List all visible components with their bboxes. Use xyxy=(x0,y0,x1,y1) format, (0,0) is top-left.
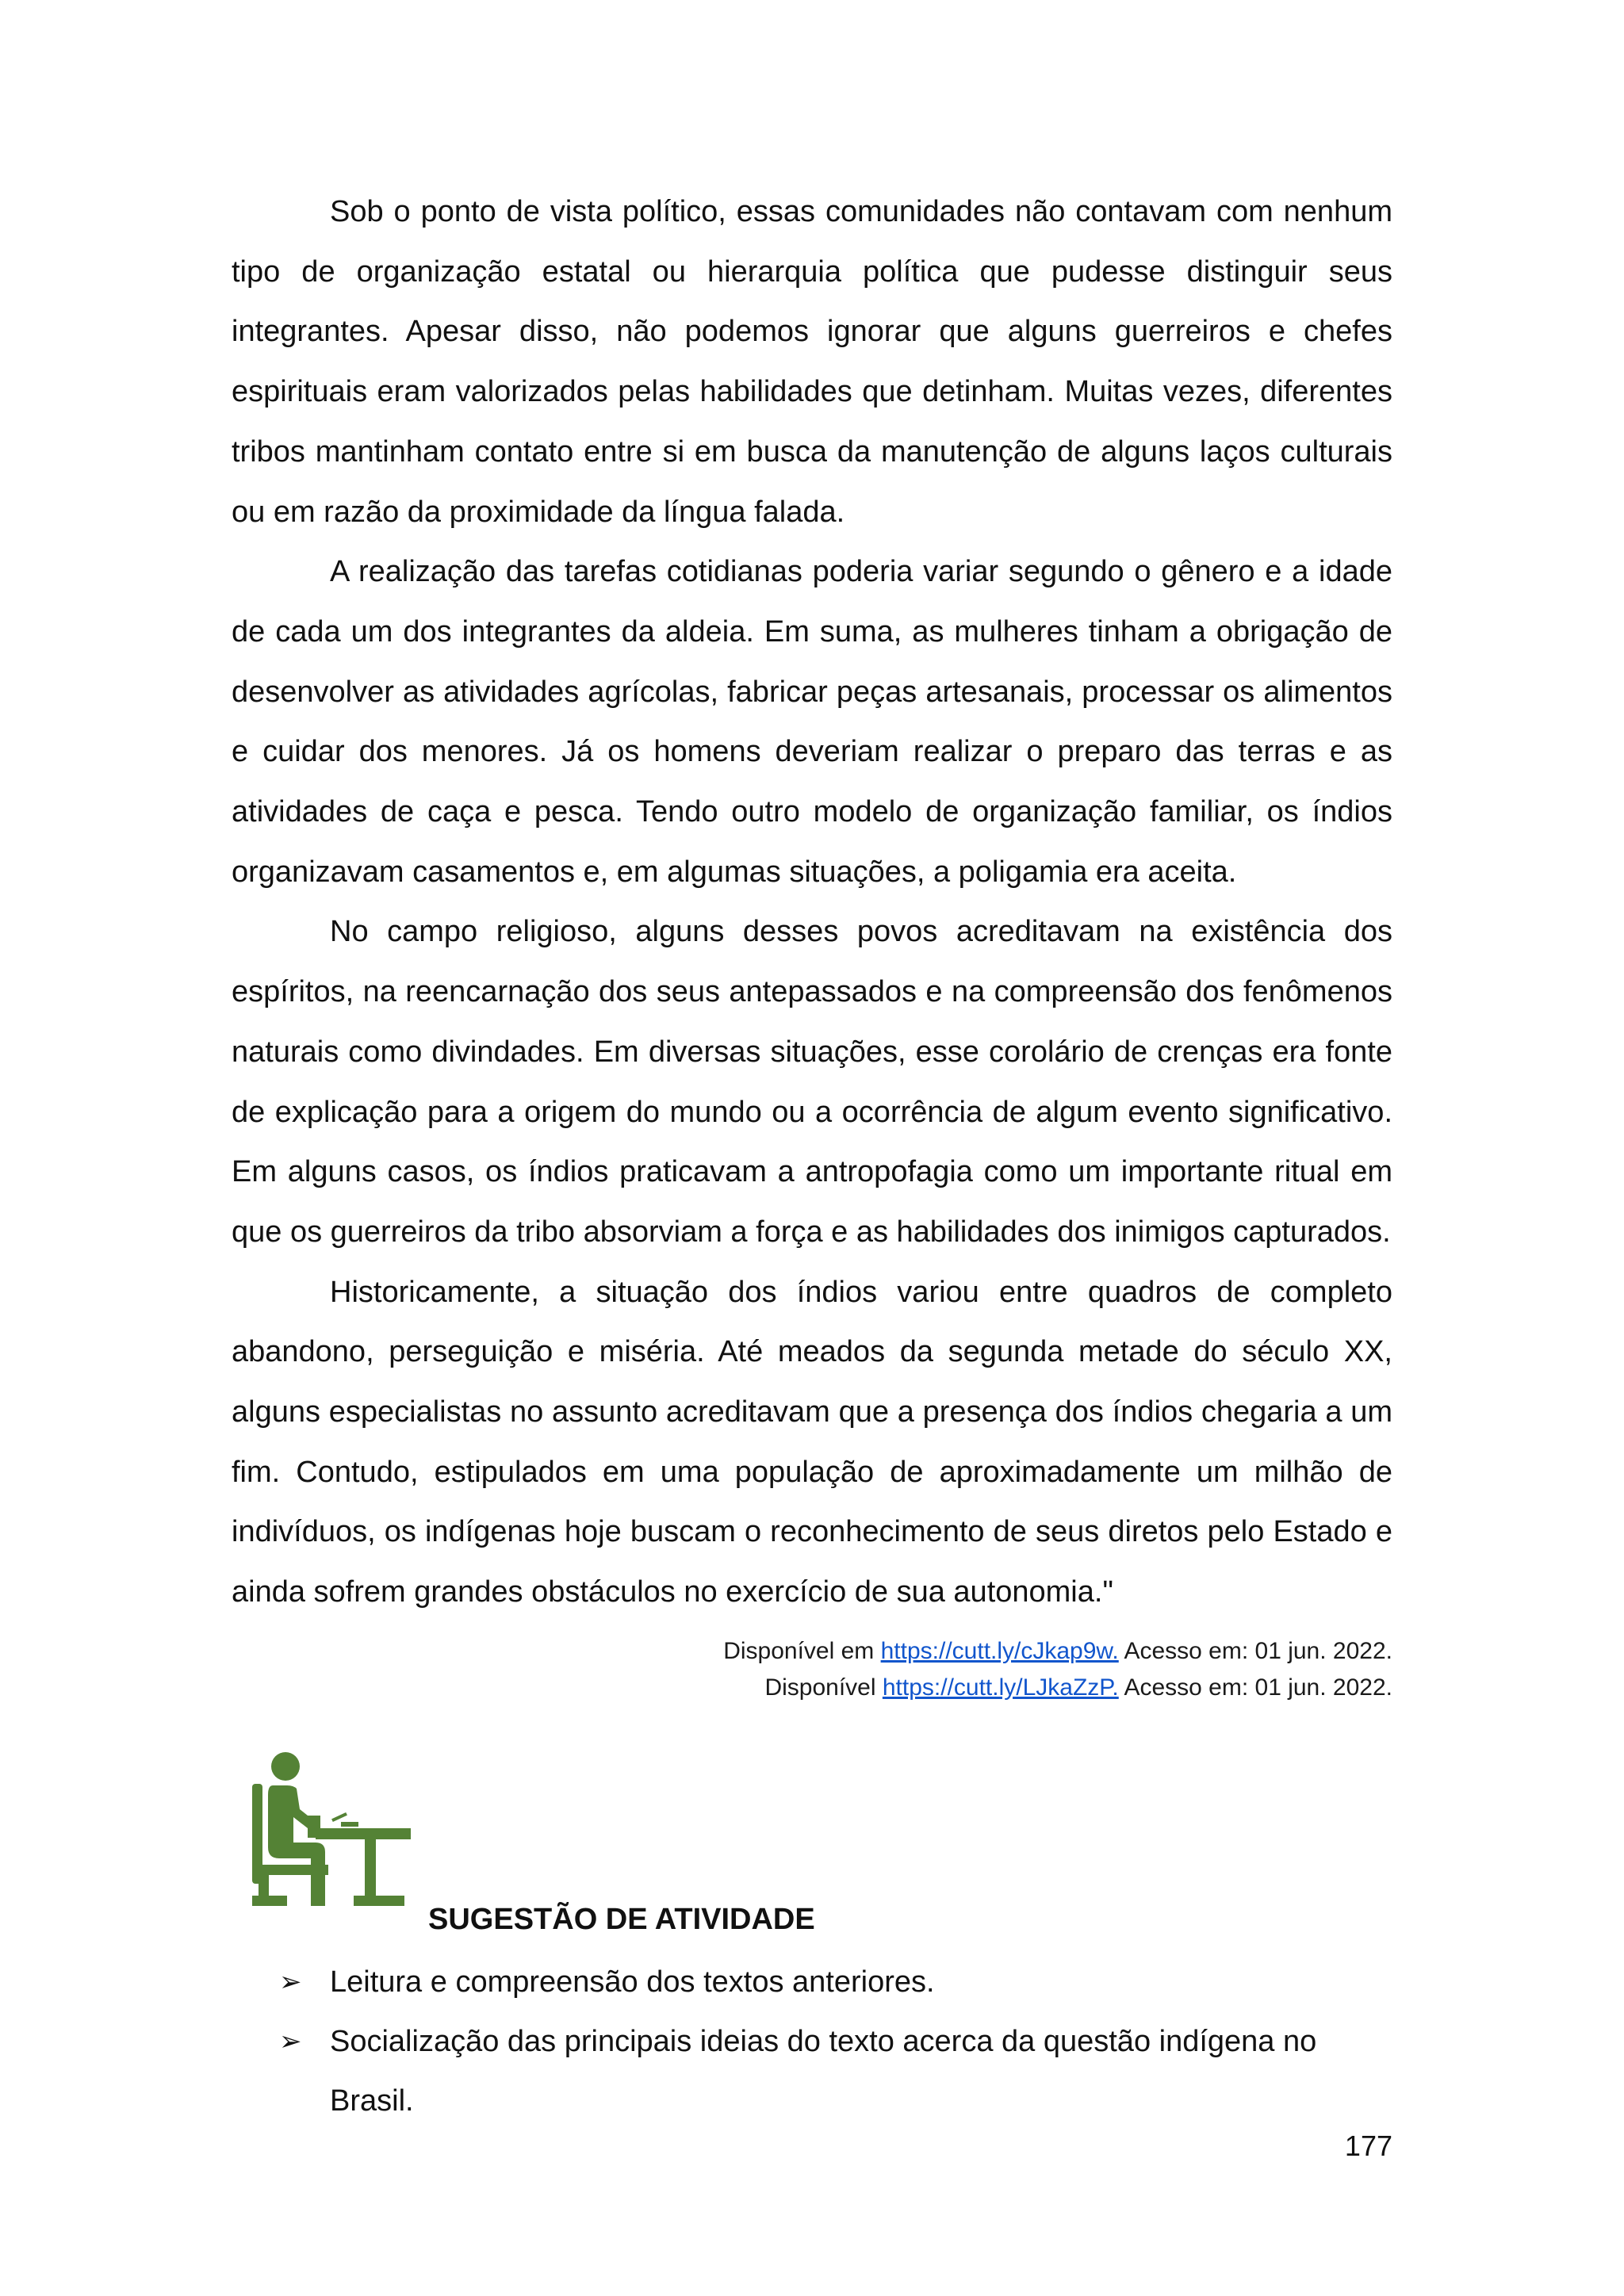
activity-title: SUGESTÃO DE ATIVIDADE xyxy=(428,1903,815,1936)
paragraph: A realização das tarefas cotidianas poderia variar segundo o gênero e a idade de cada um dos integrantes da aldeia. Em suma, as mulheres tinham a obrigação de desenvolver as atividades agrícolas, fabricar peças artesanais, processar os alimentos e cuidar dos menores. Já os homens deveriam realizar o preparo das terras e as atividades de caça e pesca. Tendo outro modelo de organização familiar, os índios organizavam casamentos e, em algumas situações, a poligamia era aceita. xyxy=(232,555,1392,889)
arrow-bullet-icon: ➢ xyxy=(279,1967,302,1997)
arrow-bullet-icon: ➢ xyxy=(279,2026,302,2057)
citation-line xyxy=(232,1633,1392,1670)
activity-list xyxy=(279,1953,1405,2131)
paragraph: No campo religioso, alguns desses povos acreditavam na existência dos espíritos, na reencarnação dos seus antepassados e na compreensão dos fenômenos naturais como divindades. Em diversas situações, esse corolário de crenças era fonte de explicação para a origem do mundo ou a ocorrência de algum evento significativo. Em alguns casos, os índios praticavam a antropofagia como um importante ritual em que os guerreiros da tribo absorviam a força e as habilidades dos inimigos capturados. xyxy=(232,915,1392,1249)
citation-suffix: Acesso em: 01 jun. 2022. xyxy=(1118,1638,1392,1664)
page-number: 177 xyxy=(1344,2130,1392,2162)
source-citations xyxy=(232,1633,1392,1706)
citation-line xyxy=(232,1670,1392,1706)
list-item-text: Socialização das principais ideias do texto acerca da questão indígena no Brasil. xyxy=(330,2025,1317,2118)
list-item-text: Leitura e compreensão dos textos anteriores. xyxy=(330,1965,935,1999)
list-item xyxy=(279,2012,1405,2131)
paragraph: Sob o ponto de vista político, essas comunidades não contavam com nenhum tipo de organização estatal ou hierarquia política que pudesse distinguir seus integrantes. Apesar disso, não podemos ignorar que alguns guerreiros e chefes espirituais eram valorizados pelas habilidades que detinham. Muitas vezes, diferentes tribos mantinham contato entre si em busca da manutenção de alguns laços culturais ou em razão da proximidade da língua falada. xyxy=(232,195,1392,529)
citation-link[interactable]: https://cutt.ly/LJkaZzP. xyxy=(882,1674,1119,1701)
citation-link[interactable]: https://cutt.ly/cJkap9w. xyxy=(880,1638,1119,1664)
body-text xyxy=(232,182,1392,1623)
person-at-desk-icon xyxy=(252,1751,411,1906)
list-item xyxy=(279,1953,1405,2012)
paragraph: Historicamente, a situação dos índios variou entre quadros de completo abandono, perseguição e miséria. Até meados da segunda metade do século XX, alguns especialistas no assunto acreditavam que a presença dos índios chegaria a um fim. Contudo, estipulados em uma população de aproximadamente um milhão de indivíduos, os indígenas hoje buscam o reconhecimento de seus diretos pelo Estado e ainda sofrem grandes obstáculos no exercício de sua autonomia." xyxy=(232,1275,1392,1609)
citation-suffix: Acesso em: 01 jun. 2022. xyxy=(1118,1674,1392,1701)
citation-prefix: Disponível em xyxy=(723,1638,881,1664)
citation-prefix: Disponível xyxy=(764,1674,883,1701)
